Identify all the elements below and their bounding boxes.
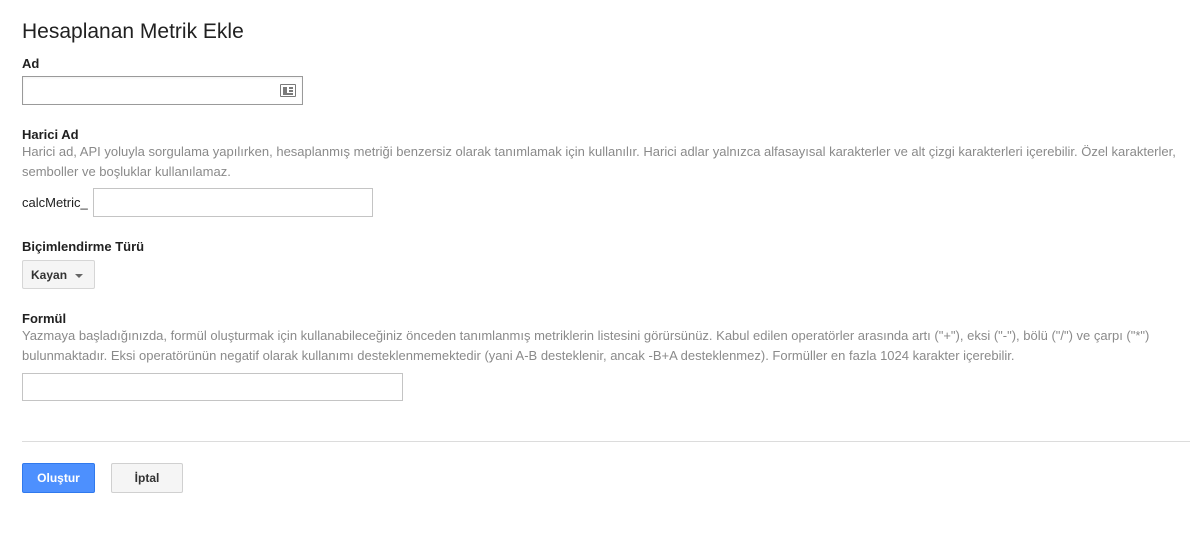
- create-button[interactable]: Oluştur: [22, 463, 95, 493]
- external-name-help: Harici ad, API yoluyla sorgulama yapılırken, hesaplanmış metriği benzersiz olarak tanımlamak için kullanılır. Harici adlar yalnızca alfasayısal karakterler ve alt çizgi karakterleri içerebilir. Özel karakterler, semboller ve boşluklar kullanılamaz.: [22, 144, 1176, 179]
- external-name-field[interactable]: [93, 188, 373, 217]
- formula-input[interactable]: [23, 374, 402, 400]
- formula-field[interactable]: [22, 373, 403, 401]
- chevron-down-icon: [75, 274, 83, 278]
- external-name-label: Harici Ad: [22, 127, 79, 142]
- contact-card-icon[interactable]: [280, 84, 296, 97]
- cancel-button[interactable]: İptal: [111, 463, 183, 493]
- format-type-dropdown[interactable]: [22, 260, 95, 289]
- name-label: Ad: [22, 56, 40, 71]
- name-input[interactable]: [23, 77, 302, 104]
- divider: [22, 441, 1190, 442]
- external-name-prefix: calcMetric_: [22, 195, 88, 210]
- external-name-input[interactable]: [94, 189, 372, 216]
- name-field[interactable]: [22, 76, 303, 105]
- format-type-label: Biçimlendirme Türü: [22, 239, 145, 254]
- page-title: Hesaplanan Metrik Ekle: [22, 20, 244, 43]
- formula-label: Formül: [22, 311, 67, 326]
- format-type-selected: Kayan: [31, 268, 68, 282]
- formula-help: Yazmaya başladığınızda, formül oluşturmak için kullanabileceğiniz önceden tanımlanmış metriklerin listesini görürsünüz. Kabul edilen operatörler arasında artı ("+"), eksi ("-"), bölü ("/") ve çarpı ("*") bulunmaktadır. Eksi operatörünün negatif olarak kullanımı desteklenmemektedir (yani A-B desteklenir, ancak -B+A desteklenmez). Formüller en fazla 1024 karakter içerebilir.: [22, 328, 1150, 363]
